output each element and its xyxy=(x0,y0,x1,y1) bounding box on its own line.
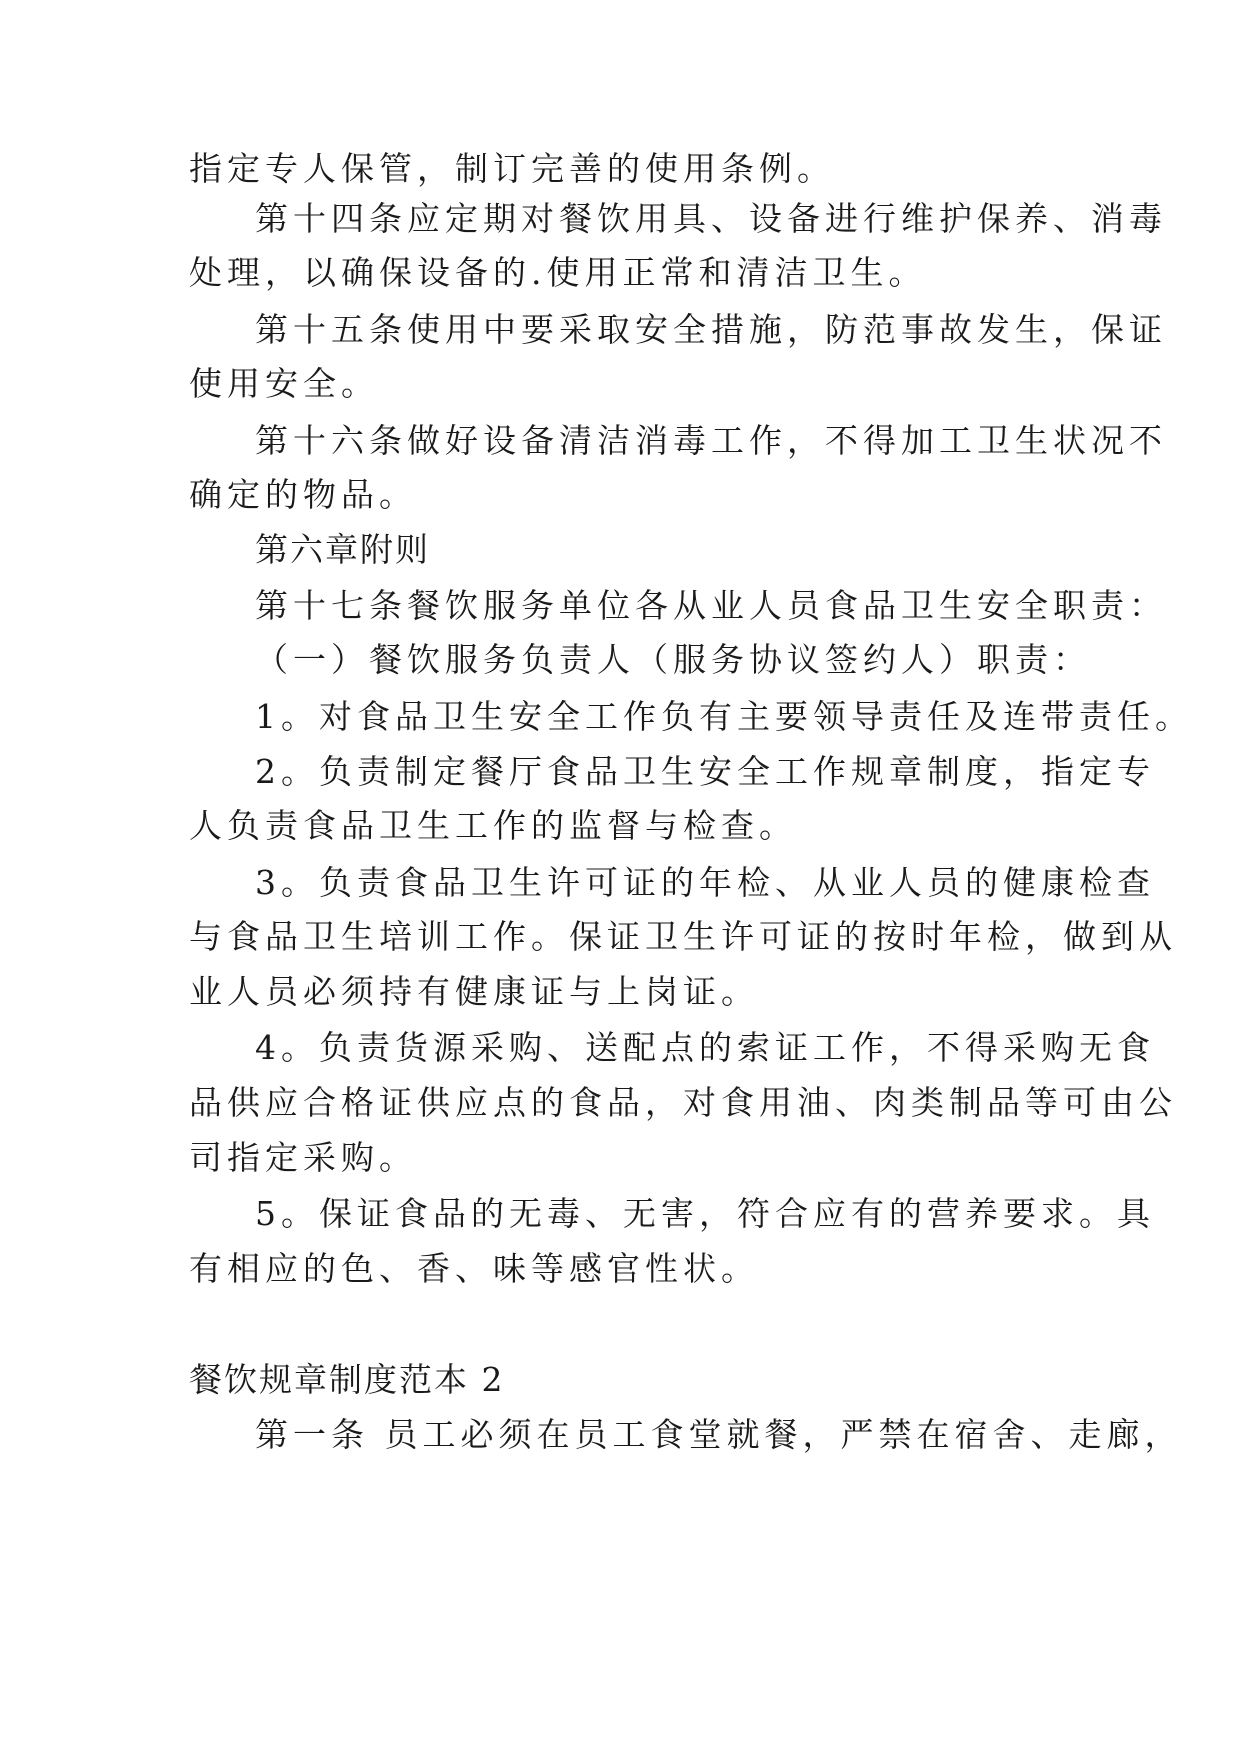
paragraph-line: 1。对食品卫生安全工作负有主要领导责任及连带责任。 xyxy=(255,697,1193,736)
paragraph-line: 人负责食品卫生工作的监督与检查。 xyxy=(189,806,797,845)
paragraph-line: 指定专人保管，制订完善的使用条例。 xyxy=(189,149,835,188)
paragraph-line: 第一条 员工必须在员工食堂就餐，严禁在宿舍、走廊， xyxy=(255,1415,1183,1454)
paragraph-line: 业人员必须持有健康证与上岗证。 xyxy=(189,972,759,1011)
paragraph-line: （一）餐饮服务负责人（服务协议签约人）职责： xyxy=(255,640,1091,679)
paragraph-line: 与食品卫生培训工作。保证卫生许可证的按时年检，做到从 xyxy=(189,917,1177,956)
paragraph-line: 司指定采购。 xyxy=(189,1138,417,1177)
paragraph-line: 第十六条做好设备清洁消毒工作，不得加工卫生状况不 xyxy=(255,421,1167,460)
paragraph-line: 第十四条应定期对餐饮用具、设备进行维护保养、消毒 xyxy=(255,199,1167,238)
paragraph-line: 使用安全。 xyxy=(189,364,379,403)
section-title: 餐饮规章制度范本 2 xyxy=(189,1360,505,1399)
paragraph-line: 第十五条使用中要采取安全措施，防范事故发生，保证 xyxy=(255,310,1167,349)
paragraph-line: 处理，以确保设备的.使用正常和清洁卫生。 xyxy=(189,253,927,292)
paragraph-line: 第十七条餐饮服务单位各从业人员食品卫生安全职责： xyxy=(255,586,1167,625)
paragraph-line: 5。保证食品的无毒、无害，符合应有的营养要求。具 xyxy=(255,1194,1155,1233)
paragraph-line: 品供应合格证供应点的食品，对食用油、肉类制品等可由公 xyxy=(189,1083,1177,1122)
paragraph-line: 2。负责制定餐厅食品卫生安全工作规章制度，指定专 xyxy=(255,752,1155,791)
paragraph-line: 4。负责货源采购、送配点的索证工作，不得采购无食 xyxy=(255,1028,1155,1067)
chapter-heading: 第六章附则 xyxy=(255,530,430,569)
paragraph-line: 确定的物品。 xyxy=(189,475,417,514)
paragraph-line: 3。负责食品卫生许可证的年检、从业人员的健康检查 xyxy=(255,863,1155,902)
paragraph-line: 有相应的色、香、味等感官性状。 xyxy=(189,1249,759,1288)
